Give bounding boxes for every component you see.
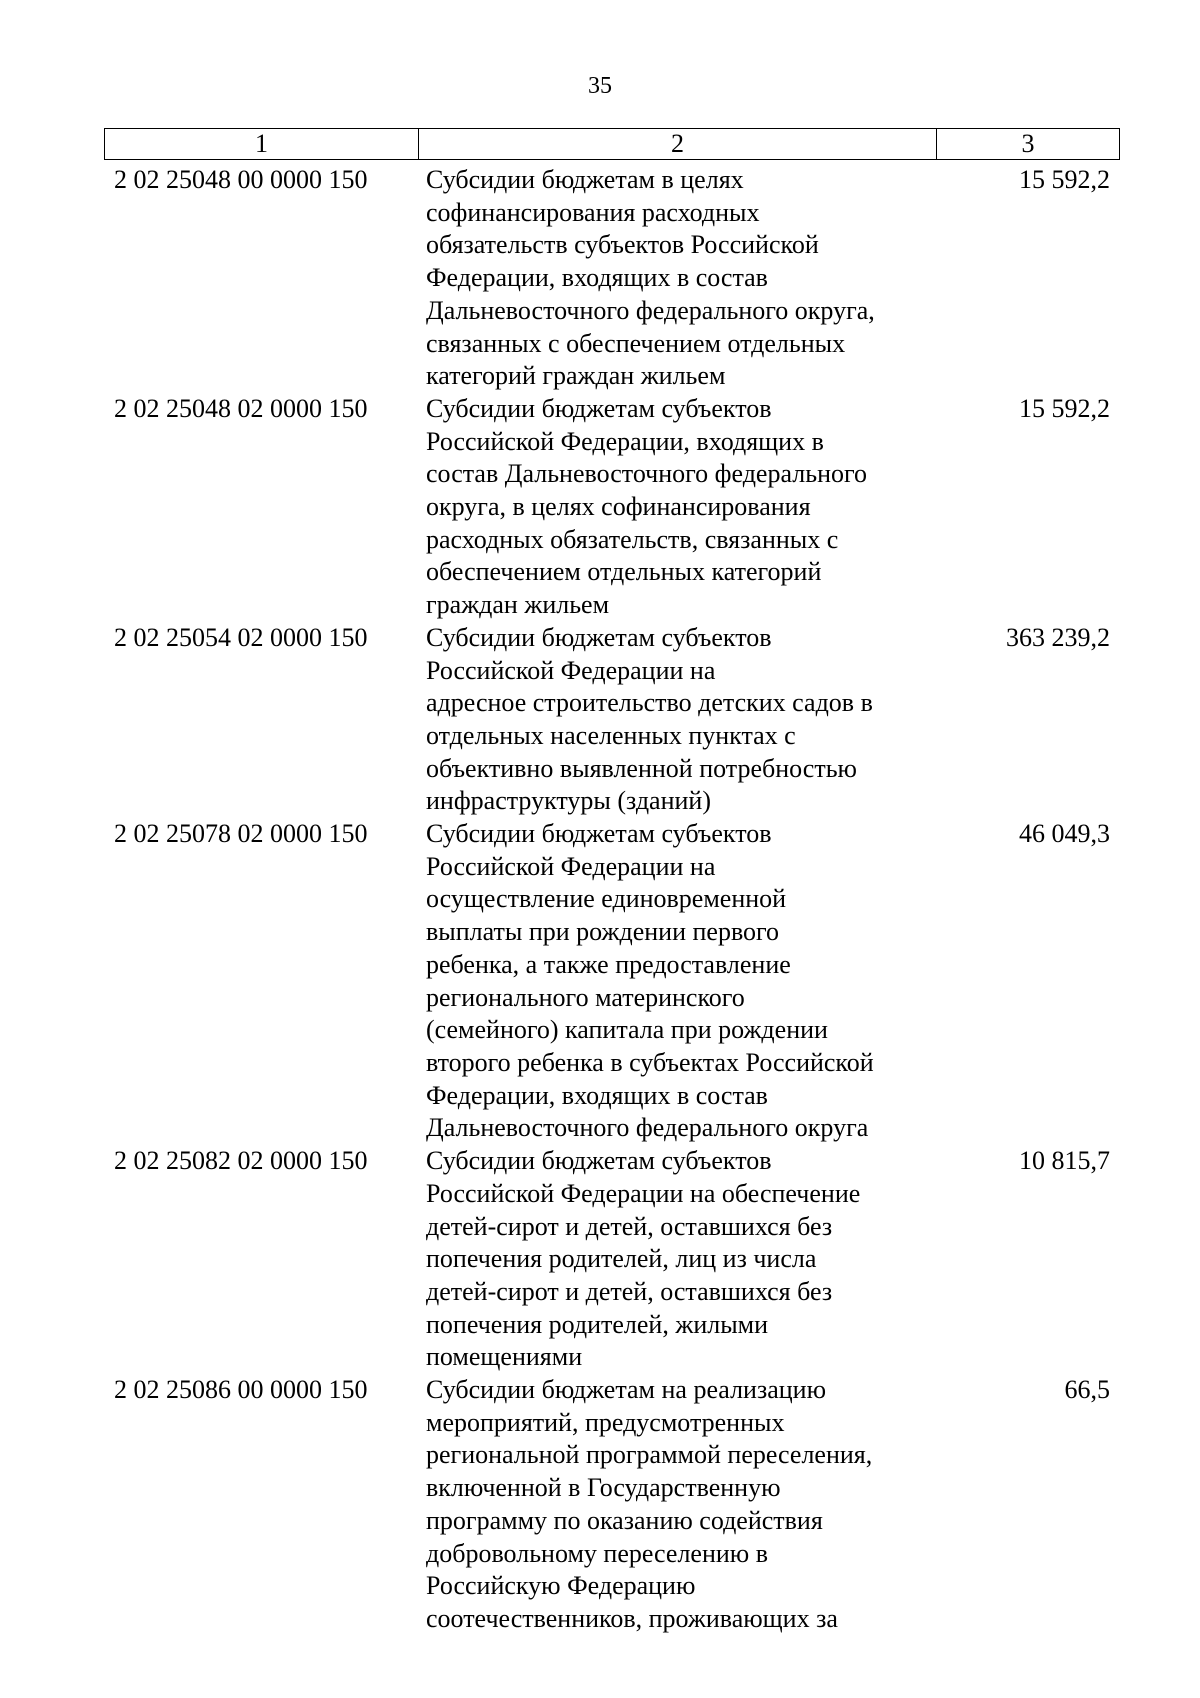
budget-code: 2 02 25078 02 0000 150: [114, 819, 368, 849]
description-line: Дальневосточного федерального округа: [426, 1113, 869, 1143]
description-line: Российской Федерации, входящих в: [426, 426, 824, 456]
description-line: Дальневосточного федерального округа,: [426, 295, 875, 325]
amount: 66,5: [1064, 1375, 1110, 1405]
table-row: [104, 622, 1120, 818]
description-line: категорий граждан жильем: [426, 361, 726, 391]
description-line: Федерации, входящих в состав: [426, 263, 768, 293]
description-line: второго ребенка в субъектах Российской: [426, 1047, 874, 1077]
description-line: Субсидии бюджетам субъектов: [426, 622, 772, 652]
description-line: обеспечением отдельных категорий: [426, 557, 822, 587]
revenue-description: [414, 1374, 924, 1636]
amount: 46 049,3: [1019, 819, 1110, 849]
description-line: граждан жильем: [426, 590, 610, 620]
description-line: связанных с обеспечением отдельных: [426, 328, 846, 358]
description-line: Субсидии бюджетам субъектов: [426, 1146, 772, 1176]
budget-code: 2 02 25048 02 0000 150: [114, 393, 368, 423]
description-line: попечения родителей, лиц из числа: [426, 1244, 817, 1274]
description-line: Российской Федерации на обеспечение: [426, 1178, 861, 1208]
description-line: Субсидии бюджетам на реализацию: [426, 1375, 827, 1405]
column-header-2: 2: [419, 129, 937, 159]
description-line: выплаты при рождении первого: [426, 917, 780, 947]
revenue-description: [414, 164, 924, 393]
description-line: (семейного) капитала при рождении: [426, 1015, 828, 1045]
description-line: Субсидии бюджетам субъектов: [426, 393, 772, 423]
amount: 363 239,2: [1006, 622, 1110, 652]
description-line: адресное строительство детских садов в: [426, 688, 873, 718]
description-line: софинансирования расходных: [426, 197, 760, 227]
revenue-description: [414, 1145, 924, 1374]
description-line: попечения родителей, жилыми: [426, 1309, 769, 1339]
description-line: округа, в целях софинансирования: [426, 492, 811, 522]
description-line: Российской Федерации на: [426, 851, 716, 881]
table-row: [104, 393, 1120, 622]
description-line: программу по оказанию содействия: [426, 1505, 823, 1535]
description-line: отдельных населенных пунктах с: [426, 720, 796, 750]
revenue-description: [414, 393, 924, 622]
description-line: состав Дальневосточного федерального: [426, 459, 867, 489]
description-line: помещениями: [426, 1342, 583, 1372]
column-header-1: 1: [105, 129, 419, 159]
description-line: расходных обязательств, связанных с: [426, 524, 839, 554]
revenue-description: [414, 622, 924, 818]
table-body: [104, 164, 1120, 1636]
amount: 15 592,2: [1019, 393, 1110, 423]
description-line: Российскую Федерацию: [426, 1571, 696, 1601]
description-line: обязательств субъектов Российской: [426, 230, 819, 260]
budget-code: 2 02 25048 00 0000 150: [114, 165, 368, 194]
description-line: соотечественников, проживающих за: [426, 1603, 838, 1633]
column-header-3: 3: [1021, 129, 1035, 158]
description-line: Субсидии бюджетам субъектов: [426, 819, 772, 849]
description-line: региональной программой переселения,: [426, 1440, 873, 1470]
description-line: Федерации, входящих в состав: [426, 1080, 768, 1110]
budget-code: 2 02 25082 02 0000 150: [114, 1146, 368, 1176]
description-line: Субсидии бюджетам в целях: [426, 165, 744, 194]
amount: 10 815,7: [1019, 1146, 1110, 1176]
description-line: включенной в Государственную: [426, 1473, 781, 1503]
table-row: [104, 1145, 1120, 1374]
description-line: мероприятий, предусмотренных: [426, 1407, 785, 1437]
description-line: добровольному переселению в: [426, 1538, 768, 1568]
table-row: [104, 1374, 1120, 1636]
description-line: детей-сирот и детей, оставшихся без: [426, 1276, 833, 1306]
description-line: инфраструктуры (зданий): [426, 786, 711, 816]
table-row: [104, 164, 1120, 393]
description-line: Российской Федерации на: [426, 655, 716, 685]
revenue-description: [414, 818, 924, 1145]
description-line: регионального материнского: [426, 982, 745, 1012]
amount: 15 592,2: [1019, 165, 1110, 194]
table-row: [104, 818, 1120, 1145]
description-line: осуществление единовременной: [426, 884, 787, 914]
budget-code: 2 02 25054 02 0000 150: [114, 622, 368, 652]
description-line: объективно выявленной потребностью: [426, 753, 857, 783]
description-line: детей-сирот и детей, оставшихся без: [426, 1211, 833, 1241]
table-header-row: [104, 128, 1120, 160]
page-number: 35: [588, 73, 612, 99]
budget-code: 2 02 25086 00 0000 150: [114, 1375, 368, 1405]
description-line: ребенка, а также предоставление: [426, 949, 791, 979]
